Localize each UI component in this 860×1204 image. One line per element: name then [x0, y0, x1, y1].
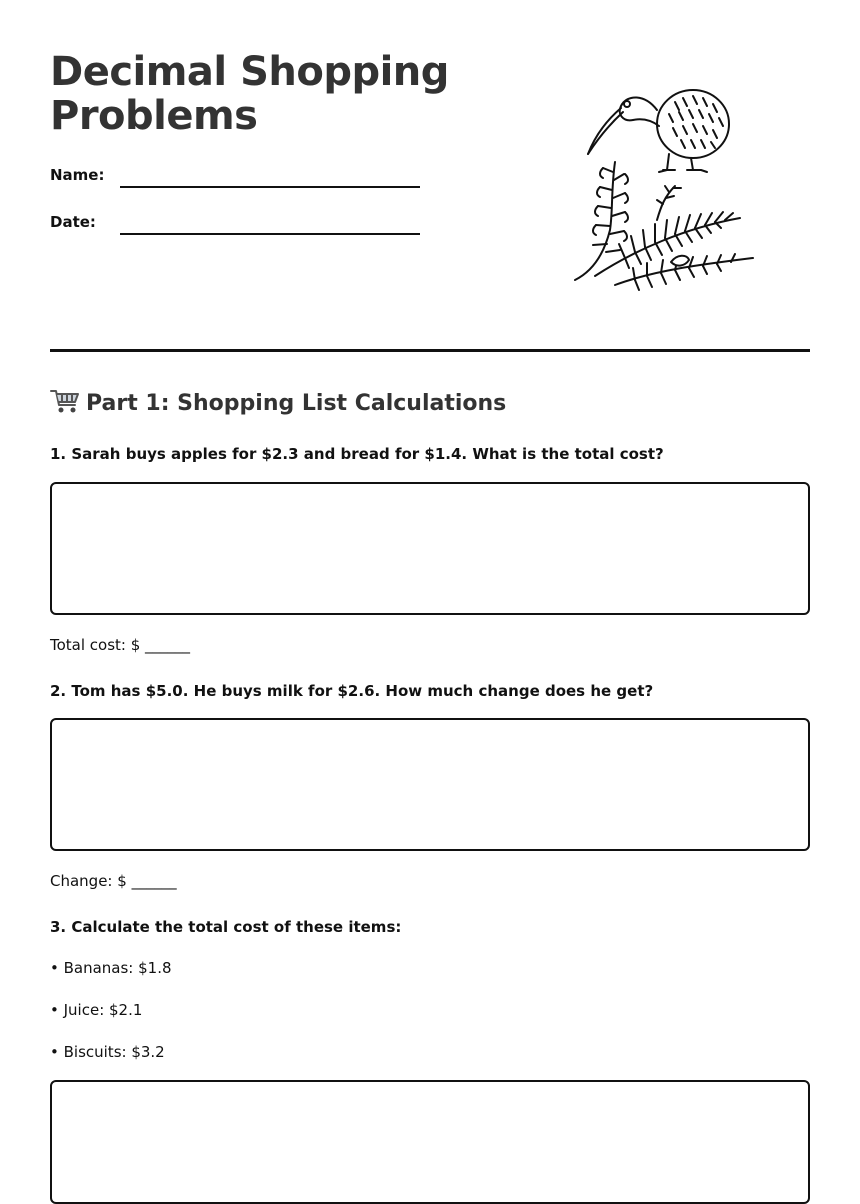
- list-item: • Juice: $2.1: [50, 1001, 143, 1019]
- part1-heading: [50, 388, 506, 416]
- list-item: • Bananas: $1.8: [50, 959, 172, 977]
- date-label: Date:: [50, 213, 96, 231]
- list-item: • Biscuits: $3.2: [50, 1043, 165, 1061]
- question-1-answer-box[interactable]: [50, 482, 810, 615]
- name-label: Name:: [50, 166, 105, 184]
- part1-heading-text: Part 1: Shopping List Calculations: [86, 391, 507, 416]
- name-field-row: [50, 166, 420, 196]
- question-1: 1. Sarah buys apples for $2.3 and bread for $1.4. What is the total cost?: [50, 445, 664, 463]
- question-2-answer-box[interactable]: [50, 718, 810, 851]
- kiwi-bird-fern-illustration: [565, 80, 765, 300]
- date-field[interactable]: [120, 233, 420, 235]
- question-3-answer-box[interactable]: [50, 1080, 810, 1204]
- name-field[interactable]: [120, 186, 420, 188]
- question-3: 3. Calculate the total cost of these items:: [50, 918, 402, 936]
- worksheet-title: Decimal Shopping Problems: [50, 49, 449, 139]
- question-2: 2. Tom has $5.0. He buys milk for $2.6. How much change does he get?: [50, 682, 654, 700]
- question-1-answer-prompt: Total cost: $ ______: [50, 636, 191, 654]
- question-2-answer-prompt: Change: $ ______: [50, 872, 177, 890]
- shopping-cart-icon: [50, 388, 80, 414]
- section-divider: [50, 349, 810, 352]
- date-field-row: [50, 213, 420, 243]
